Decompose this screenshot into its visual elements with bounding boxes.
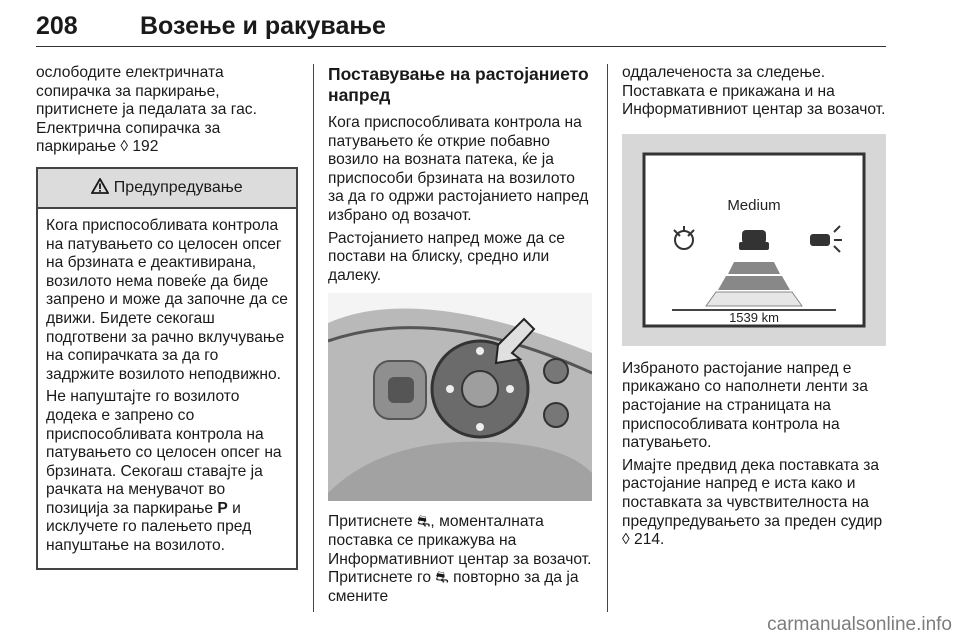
vehicle-ahead-icon xyxy=(739,230,769,250)
body-paragraph: оддалеченоста за следење. Поставката е прикажана и на Информативниот центар за возачот. xyxy=(622,64,886,119)
driver-info-display xyxy=(622,134,886,346)
gear-position-p: P xyxy=(217,499,228,517)
page-title: Возење и ракување xyxy=(140,12,386,40)
column-middle xyxy=(328,64,594,610)
steering-wheel-illustration xyxy=(328,293,592,501)
watermark: carmanualsonline.info xyxy=(767,614,952,635)
display-odometer: 1539 km xyxy=(729,309,779,325)
warning-text: и исклучете го палењето пред напуштање на возилото. xyxy=(46,499,252,555)
column-divider xyxy=(313,64,314,612)
warning-icon xyxy=(91,178,109,194)
column-divider xyxy=(607,64,608,612)
warning-header xyxy=(38,169,296,209)
driver-info-display-figure xyxy=(622,134,886,346)
section-title: Поставување на растојанието напред xyxy=(328,64,589,105)
body-paragraph: Кога приспособливата контрола на патувањето ќе открие побавно возило на возната патека, ќе ја приспособи брзината на возилото за да го одржи растојанието напред избрано од возачот. xyxy=(328,114,589,224)
warning-text: Не напуштајте го возилото додека е запрено со приспособливата контрола на патувањето со целосен опсег на брзината. Секогаш ставајте ја рачката на менувачот во позиција за паркирање xyxy=(46,388,282,517)
body-paragraph: Имајте предвид дека поставката за растојание напред е иста како и поставката за чувствителноста на предупредувањето за преден судир ◊ 214. xyxy=(622,456,883,549)
body-paragraph: Растојанието напред може да се постави на блиску, средно или далеку. xyxy=(328,229,565,284)
warning-box xyxy=(36,167,298,570)
body-paragraph: ослободите електричната сопирачка за паркирање, притиснете ја педалата за гас. Електрична сопирачка за паркирање ◊ 192 xyxy=(36,64,257,156)
display-mode-label: Medium xyxy=(727,196,781,214)
body-paragraph: Притиснете ⛐, моменталната поставка се прикажува на Информативниот центар за возачот. Притиснете го ⛐ повторно за да ја смените xyxy=(328,513,592,605)
body-paragraph: Избраното растојание напред е прикажано со наполнети ленти за растојание на страницата на приспособливата контрола на патувањето. xyxy=(622,359,868,452)
steering-wheel-figure xyxy=(328,293,592,501)
column-left xyxy=(36,64,298,570)
warning-title: Предупредување xyxy=(113,178,243,196)
page-header xyxy=(36,6,886,47)
page-number: 208 xyxy=(36,12,78,40)
warning-paragraph: Кога приспособливата контрола на патувањето со целосен опсег на брзината е деактивирана, возилото нема повеќе да биде запрено и може да започне да се движи. Бидете секогаш подготвени за рачно вклучување на сопирачката за да го задржите возилото неподвижно. xyxy=(46,216,288,383)
warning-body xyxy=(38,209,296,568)
warning-paragraph xyxy=(46,388,288,555)
column-right xyxy=(622,64,888,554)
